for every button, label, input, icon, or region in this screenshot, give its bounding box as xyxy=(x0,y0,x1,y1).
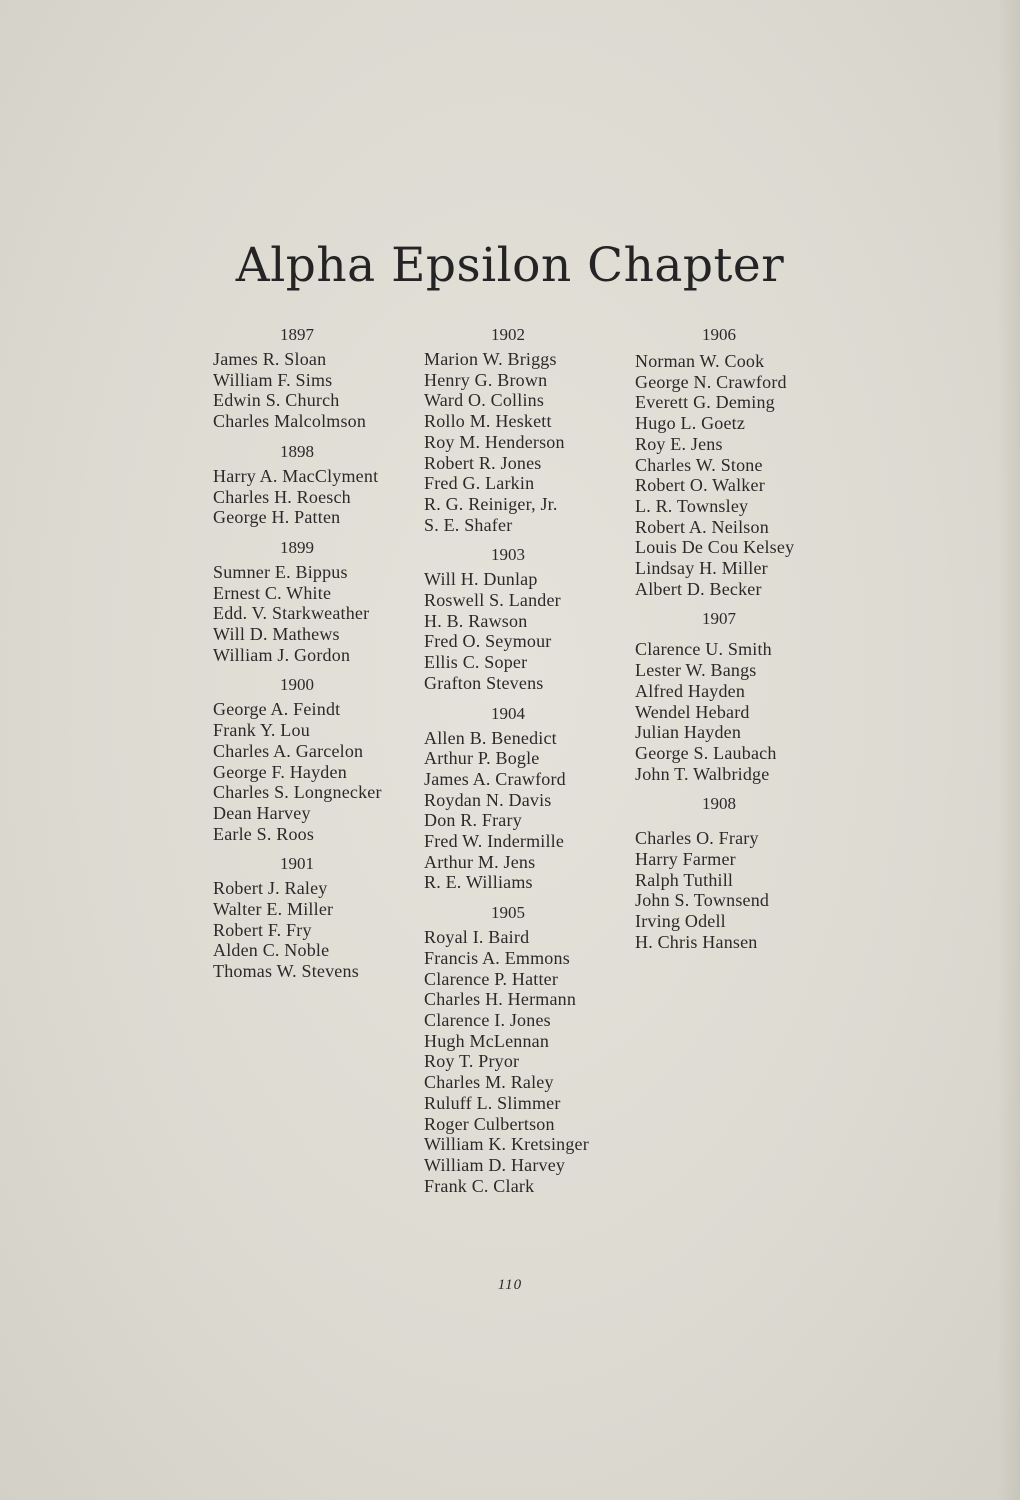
member-list xyxy=(213,699,413,844)
member-name: Dean Harvey xyxy=(213,802,311,823)
class-year-group xyxy=(635,607,835,784)
class-year-group xyxy=(424,543,624,693)
member-name: Charles O. Frary xyxy=(635,828,759,849)
member-name: Clarence U. Smith xyxy=(635,639,772,660)
member-name: George S. Laubach xyxy=(635,742,777,763)
member-name: Clarence P. Hatter xyxy=(424,968,559,989)
member-name: Louis De Cou Kelsey xyxy=(635,537,795,558)
member-name: Julian Hayden xyxy=(635,722,742,743)
class-year-heading: 1898 xyxy=(280,441,314,461)
member-list xyxy=(424,349,624,535)
member-name: Charles M. Raley xyxy=(424,1072,554,1093)
member-name: H. B. Rawson xyxy=(424,610,528,631)
member-name: Hugo L. Goetz xyxy=(635,413,746,434)
member-name: Allen B. Benedict xyxy=(424,727,557,748)
class-year-heading: 1904 xyxy=(491,703,525,723)
member-name: R. E. Williams xyxy=(424,872,533,893)
member-name: Roy E. Jens xyxy=(635,433,723,454)
member-name: Walter E. Miller xyxy=(213,899,334,920)
member-name: Fred W. Indermille xyxy=(424,831,565,852)
member-name: Will H. Dunlap xyxy=(424,569,538,590)
class-year-group xyxy=(213,852,413,982)
member-name: George A. Feindt xyxy=(213,699,341,720)
member-name: Marion W. Briggs xyxy=(424,349,557,369)
class-year-group xyxy=(424,702,624,894)
class-year-group xyxy=(213,673,413,844)
member-name: William D. Harvey xyxy=(424,1154,566,1175)
member-name: William K. Kretsinger xyxy=(424,1134,589,1155)
member-name: Thomas W. Stevens xyxy=(213,961,359,982)
class-year-group xyxy=(424,323,624,535)
member-name: Ralph Tuthill xyxy=(635,869,734,890)
class-year-heading: 1907 xyxy=(702,609,736,629)
member-name: Harry Farmer xyxy=(635,849,736,870)
member-name: Charles S. Longnecker xyxy=(213,782,382,803)
member-name: Henry G. Brown xyxy=(424,369,548,390)
class-year-group xyxy=(635,323,835,599)
roster-column-2 xyxy=(424,323,624,1204)
member-name: Robert R. Jones xyxy=(424,452,542,473)
member-name: Ellis C. Soper xyxy=(424,652,528,673)
member-name: Clarence I. Jones xyxy=(424,1009,551,1030)
member-list xyxy=(424,728,624,894)
member-name: Sumner E. Bippus xyxy=(213,561,348,582)
roster-column-3 xyxy=(635,323,835,961)
member-list xyxy=(424,569,624,693)
member-name: Roy T. Pryor xyxy=(424,1051,520,1072)
class-year-heading: 1905 xyxy=(491,903,525,923)
member-name: Charles W. Stone xyxy=(635,454,763,475)
member-name: Harry A. MacClyment xyxy=(213,465,379,486)
class-year-heading: 1908 xyxy=(702,794,736,814)
member-name: Ruluff L. Slimmer xyxy=(424,1092,561,1113)
member-name: Arthur M. Jens xyxy=(424,851,536,872)
member-name: R. G. Reiniger, Jr. xyxy=(424,493,558,514)
member-name: Charles H. Hermann xyxy=(424,989,577,1010)
member-name: Rollo M. Heskett xyxy=(424,411,552,432)
member-name: Norman W. Cook xyxy=(635,351,765,371)
member-name: Earle S. Roos xyxy=(213,823,315,844)
member-name: Edd. V. Starkweather xyxy=(213,603,370,624)
class-year-heading: 1899 xyxy=(280,537,314,557)
class-year-group xyxy=(213,536,413,666)
class-year-heading: 1900 xyxy=(280,675,314,695)
member-name: John S. Townsend xyxy=(635,890,770,911)
member-name: Robert A. Neilson xyxy=(635,516,769,537)
member-name: L. R. Townsley xyxy=(635,495,749,516)
member-name: Alfred Hayden xyxy=(635,680,746,701)
member-name: William J. Gordon xyxy=(213,644,351,665)
class-year-heading: 1901 xyxy=(280,854,314,874)
roster-column-1 xyxy=(213,323,413,990)
member-list xyxy=(635,828,835,952)
member-name: Frank Y. Lou xyxy=(213,720,310,741)
member-name: Lindsay H. Miller xyxy=(635,558,768,579)
member-name: Roydan N. Davis xyxy=(424,789,552,810)
member-name: S. E. Shafer xyxy=(424,514,513,535)
member-name: Roy M. Henderson xyxy=(424,431,565,452)
member-name: Roger Culbertson xyxy=(424,1113,555,1134)
member-name: Don R. Frary xyxy=(424,810,522,831)
page-edge-shadow xyxy=(998,0,1020,1500)
page-number: 110 xyxy=(497,1277,523,1293)
member-name: Frank C. Clark xyxy=(424,1175,535,1196)
member-list xyxy=(635,351,835,599)
member-name: Robert F. Fry xyxy=(213,919,312,940)
member-name: George H. Patten xyxy=(213,507,341,528)
member-name: George F. Hayden xyxy=(213,761,347,782)
member-name: Ernest C. White xyxy=(213,582,332,603)
member-name: Robert J. Raley xyxy=(213,878,328,899)
member-name: Ward O. Collins xyxy=(424,390,545,411)
member-list xyxy=(213,466,413,528)
class-year-heading: 1902 xyxy=(491,325,525,344)
member-name: Charles A. Garcelon xyxy=(213,740,364,761)
member-name: Will D. Mathews xyxy=(213,624,340,645)
member-name: John T. Walbridge xyxy=(635,763,770,784)
member-name: Fred O. Seymour xyxy=(424,631,552,652)
member-name: Alden C. Noble xyxy=(213,940,330,961)
member-name: William F. Sims xyxy=(213,369,333,390)
member-list xyxy=(213,562,413,666)
member-name: Robert O. Walker xyxy=(635,475,765,496)
member-name: Arthur P. Bogle xyxy=(424,748,540,769)
member-name: Royal I. Baird xyxy=(424,927,530,948)
member-name: James R. Sloan xyxy=(213,349,327,369)
member-name: Francis A. Emmons xyxy=(424,947,570,968)
member-name: Albert D. Becker xyxy=(635,578,762,599)
class-year-group xyxy=(213,323,413,432)
class-year-group xyxy=(635,792,835,952)
member-name: Lester W. Bangs xyxy=(635,660,757,681)
member-list xyxy=(213,349,413,432)
class-year-group xyxy=(213,440,413,528)
member-name: Roswell S. Lander xyxy=(424,590,561,611)
member-name: Charles H. Roesch xyxy=(213,486,351,507)
member-list xyxy=(424,927,624,1196)
member-name: Fred G. Larkin xyxy=(424,473,535,494)
class-year-heading: 1903 xyxy=(491,545,525,565)
member-name: Irving Odell xyxy=(635,911,726,932)
member-name: George N. Crawford xyxy=(635,371,787,392)
member-name: Charles Malcolmson xyxy=(213,411,367,432)
page-title: Alpha Epsilon Chapter xyxy=(235,238,785,293)
member-name: Edwin S. Church xyxy=(213,390,340,411)
member-name: Hugh McLennan xyxy=(424,1030,550,1051)
class-year-heading: 1906 xyxy=(702,325,736,344)
member-name: James A. Crawford xyxy=(424,768,566,789)
member-name: Grafton Stevens xyxy=(424,672,544,693)
class-year-heading: 1897 xyxy=(280,325,314,344)
member-list xyxy=(213,878,413,982)
member-list xyxy=(635,639,835,784)
class-year-group xyxy=(424,901,624,1196)
member-name: Everett G. Deming xyxy=(635,392,775,413)
member-name: Wendel Hebard xyxy=(635,701,750,722)
member-name: H. Chris Hansen xyxy=(635,931,758,952)
